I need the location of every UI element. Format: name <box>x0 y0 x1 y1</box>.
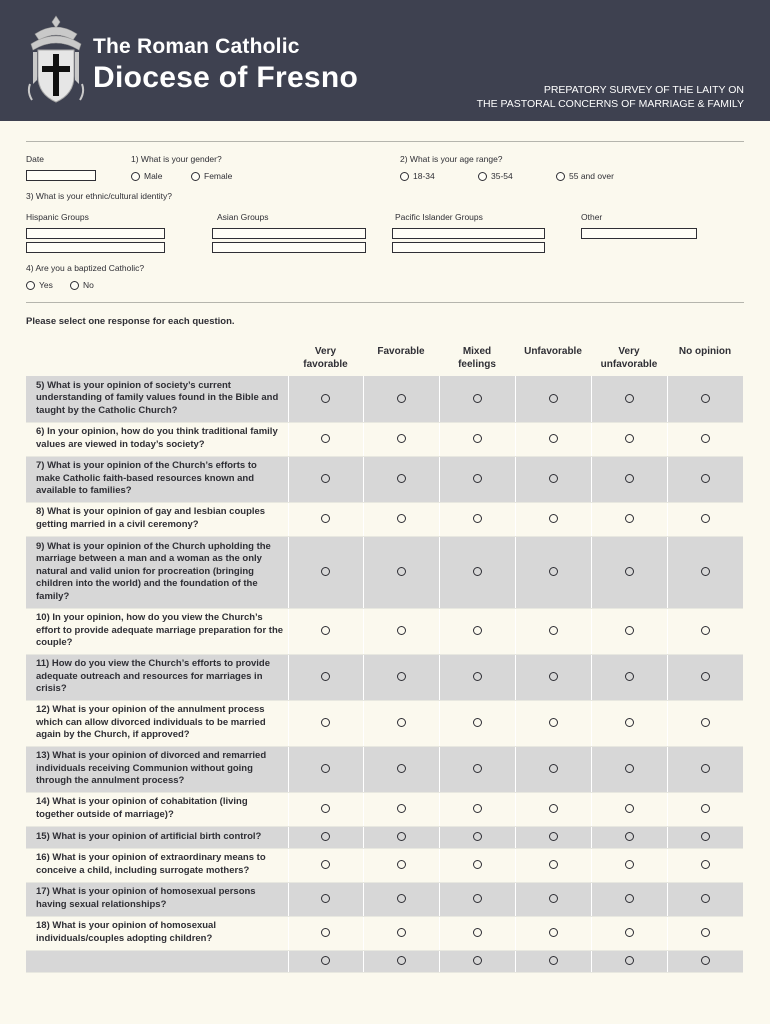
table-row <box>26 654 743 700</box>
response-radio[interactable] <box>397 434 406 443</box>
response-radio[interactable] <box>549 672 558 681</box>
response-cell <box>667 502 743 536</box>
response-radio[interactable] <box>549 804 558 813</box>
gender-male-radio[interactable] <box>131 172 140 181</box>
response-radio[interactable] <box>321 434 330 443</box>
age-question: 2) What is your age range? <box>400 154 503 164</box>
question-text: 6) In your opinion, how do you think traditional family values are viewed in today’s society? <box>26 422 288 456</box>
response-cell <box>515 608 591 654</box>
response-cell <box>515 700 591 746</box>
response-radio[interactable] <box>473 514 482 523</box>
response-cell <box>667 456 743 502</box>
response-radio[interactable] <box>473 804 482 813</box>
response-radio[interactable] <box>473 832 482 841</box>
response-radio[interactable] <box>397 804 406 813</box>
col-label: Very <box>618 346 640 357</box>
response-radio[interactable] <box>321 567 330 576</box>
response-cell <box>667 826 743 848</box>
response-cell <box>363 422 439 456</box>
response-cell <box>439 456 515 502</box>
gender-question: 1) What is your gender? <box>131 154 222 164</box>
response-radio[interactable] <box>701 894 710 903</box>
col-header-no-opinion <box>667 341 743 376</box>
response-cell <box>515 826 591 848</box>
opinion-survey-table <box>26 341 743 973</box>
response-radio[interactable] <box>701 626 710 635</box>
response-cell <box>439 792 515 826</box>
asian-groups-label: Asian Groups <box>217 212 269 222</box>
response-cell <box>515 882 591 916</box>
response-cell <box>363 608 439 654</box>
table-row <box>26 792 743 826</box>
response-cell <box>363 376 439 422</box>
response-cell <box>288 376 363 422</box>
question-text: 7) What is your opinion of the Church’s efforts to make Catholic faith-based resources known and available to families? <box>26 456 288 502</box>
table-row <box>26 746 743 792</box>
response-radio[interactable] <box>625 764 634 773</box>
response-cell <box>515 536 591 608</box>
response-radio[interactable] <box>397 567 406 576</box>
response-radio[interactable] <box>473 894 482 903</box>
asian-groups-input-2[interactable] <box>212 242 366 253</box>
response-cell <box>515 950 591 972</box>
response-radio[interactable] <box>549 956 558 965</box>
response-radio[interactable] <box>625 928 634 937</box>
response-radio[interactable] <box>701 764 710 773</box>
question-text: 9) What is your opinion of the Church upholding the marriage between a man and a woman as the only natural and valid union for procreation (bringing children into the world) and the foundation of the family? <box>26 536 288 608</box>
gender-male-label: Male <box>144 171 163 181</box>
response-radio[interactable] <box>549 894 558 903</box>
response-cell <box>363 746 439 792</box>
response-radio[interactable] <box>321 718 330 727</box>
response-cell <box>439 608 515 654</box>
response-radio[interactable] <box>397 718 406 727</box>
response-cell <box>288 608 363 654</box>
response-cell <box>591 422 667 456</box>
response-cell <box>439 700 515 746</box>
response-radio[interactable] <box>701 928 710 937</box>
response-radio[interactable] <box>701 394 710 403</box>
response-radio[interactable] <box>701 567 710 576</box>
col-header-favorable <box>363 341 439 376</box>
response-cell <box>667 608 743 654</box>
response-radio[interactable] <box>625 718 634 727</box>
response-cell <box>591 882 667 916</box>
gender-female-radio[interactable] <box>191 172 200 181</box>
question-text: 12) What is your opinion of the annulment process which can allow divorced individuals to be married again by the Church, if approved? <box>26 700 288 746</box>
survey-subtitle <box>477 84 744 111</box>
response-cell <box>439 848 515 882</box>
gender-female-label: Female <box>204 171 233 181</box>
response-cell <box>363 950 439 972</box>
response-cell <box>667 746 743 792</box>
survey-instruction: Please select one response for each question. <box>26 316 235 327</box>
response-cell <box>288 792 363 826</box>
response-radio[interactable] <box>473 718 482 727</box>
response-cell <box>363 700 439 746</box>
response-cell <box>667 536 743 608</box>
other-group-label: Other <box>581 212 603 222</box>
response-radio[interactable] <box>321 672 330 681</box>
response-radio[interactable] <box>625 474 634 483</box>
response-cell <box>667 792 743 826</box>
response-cell <box>288 536 363 608</box>
response-cell <box>515 376 591 422</box>
response-radio[interactable] <box>549 514 558 523</box>
response-cell <box>591 376 667 422</box>
response-cell <box>667 950 743 972</box>
col-label: Favorable <box>377 346 425 357</box>
response-cell <box>288 502 363 536</box>
col-label: Very <box>314 346 337 357</box>
response-cell <box>439 376 515 422</box>
response-radio[interactable] <box>549 860 558 869</box>
baptized-no-radio[interactable] <box>70 281 79 290</box>
response-cell <box>591 654 667 700</box>
age-55-over-label: 55 and over <box>569 171 614 181</box>
response-radio[interactable] <box>549 567 558 576</box>
response-cell <box>363 456 439 502</box>
response-cell <box>363 792 439 826</box>
response-radio[interactable] <box>397 514 406 523</box>
response-radio[interactable] <box>625 860 634 869</box>
response-radio[interactable] <box>473 860 482 869</box>
col-header-unfavorable <box>515 341 591 376</box>
response-radio[interactable] <box>701 956 710 965</box>
response-radio[interactable] <box>473 956 482 965</box>
baptized-yes-label: Yes <box>39 280 53 290</box>
divider-middle <box>26 302 744 303</box>
response-radio[interactable] <box>473 434 482 443</box>
response-cell <box>515 654 591 700</box>
response-radio[interactable] <box>625 832 634 841</box>
response-radio[interactable] <box>397 832 406 841</box>
response-radio[interactable] <box>397 672 406 681</box>
response-radio[interactable] <box>625 956 634 965</box>
response-radio[interactable] <box>625 434 634 443</box>
table-row <box>26 826 743 848</box>
hispanic-groups-input-2[interactable] <box>26 242 165 253</box>
response-cell <box>439 422 515 456</box>
response-cell <box>288 826 363 848</box>
other-group-input[interactable] <box>581 228 697 239</box>
response-radio[interactable] <box>397 474 406 483</box>
response-cell <box>288 848 363 882</box>
response-cell <box>667 882 743 916</box>
table-row <box>26 608 743 654</box>
question-column-header <box>26 341 288 376</box>
baptized-question: 4) Are you a baptized Catholic? <box>26 263 145 273</box>
response-radio[interactable] <box>625 514 634 523</box>
response-cell <box>439 826 515 848</box>
asian-groups-input-1[interactable] <box>212 228 366 239</box>
response-cell <box>667 916 743 950</box>
col-label: favorable <box>303 359 348 370</box>
age-18-34-label: 18-34 <box>413 171 435 181</box>
response-cell <box>591 746 667 792</box>
response-radio[interactable] <box>397 626 406 635</box>
response-cell <box>515 422 591 456</box>
response-cell <box>667 422 743 456</box>
response-cell <box>363 826 439 848</box>
response-radio[interactable] <box>321 394 330 403</box>
response-cell <box>667 376 743 422</box>
response-radio[interactable] <box>321 764 330 773</box>
question-text: 17) What is your opinion of homosexual persons having sexual relationships? <box>26 882 288 916</box>
age-18-34-radio[interactable] <box>400 172 409 181</box>
response-cell <box>288 422 363 456</box>
ethnic-question: 3) What is your ethnic/cultural identity? <box>26 191 172 201</box>
question-text <box>26 950 288 972</box>
response-radio[interactable] <box>549 434 558 443</box>
response-cell <box>439 746 515 792</box>
response-radio[interactable] <box>321 514 330 523</box>
pacific-islander-groups-label: Pacific Islander Groups <box>395 212 483 222</box>
response-radio[interactable] <box>321 804 330 813</box>
response-cell <box>363 882 439 916</box>
diocese-title-line2: Diocese of Fresno <box>93 61 359 94</box>
response-radio[interactable] <box>625 567 634 576</box>
table-row <box>26 882 743 916</box>
question-text: 18) What is your opinion of homosexual individuals/couples adopting children? <box>26 916 288 950</box>
response-radio[interactable] <box>701 832 710 841</box>
response-cell <box>439 882 515 916</box>
response-radio[interactable] <box>701 804 710 813</box>
response-cell <box>363 848 439 882</box>
response-radio[interactable] <box>549 832 558 841</box>
table-row <box>26 848 743 882</box>
question-text: 10) In your opinion, how do you view the Church’s effort to provide adequate marriage preparation for the couple? <box>26 608 288 654</box>
response-radio[interactable] <box>625 804 634 813</box>
response-radio[interactable] <box>397 928 406 937</box>
response-cell <box>363 502 439 536</box>
response-cell <box>288 746 363 792</box>
response-radio[interactable] <box>473 626 482 635</box>
response-cell <box>515 502 591 536</box>
response-cell <box>591 502 667 536</box>
survey-questions-body <box>26 376 743 972</box>
col-header-very-favorable <box>288 341 363 376</box>
response-cell <box>591 456 667 502</box>
response-cell <box>288 654 363 700</box>
table-row <box>26 950 743 972</box>
question-text: 16) What is your opinion of extraordinary means to conceive a child, including surrogate mothers? <box>26 848 288 882</box>
response-cell <box>667 654 743 700</box>
baptized-yes-radio[interactable] <box>26 281 35 290</box>
response-radio[interactable] <box>321 894 330 903</box>
response-cell <box>288 916 363 950</box>
col-label: feelings <box>458 359 496 370</box>
question-text: 5) What is your opinion of society’s current understanding of family values found in the Bible and taught by the Catholic Church? <box>26 376 288 422</box>
response-radio[interactable] <box>625 626 634 635</box>
subtitle-line1: PREPATORY SURVEY OF THE LAITY ON <box>543 84 744 96</box>
response-radio[interactable] <box>549 928 558 937</box>
col-label: No opinion <box>678 346 732 357</box>
col-header-mixed-feelings <box>439 341 515 376</box>
response-radio[interactable] <box>321 474 330 483</box>
response-radio[interactable] <box>321 860 330 869</box>
response-radio[interactable] <box>321 626 330 635</box>
hispanic-groups-label: Hispanic Groups <box>26 212 89 222</box>
response-radio[interactable] <box>549 474 558 483</box>
response-cell <box>591 916 667 950</box>
response-radio[interactable] <box>549 394 558 403</box>
response-radio[interactable] <box>473 764 482 773</box>
response-radio[interactable] <box>473 394 482 403</box>
response-cell <box>591 848 667 882</box>
baptized-no-label: No <box>83 280 94 290</box>
response-radio[interactable] <box>701 718 710 727</box>
response-cell <box>515 916 591 950</box>
response-cell <box>515 848 591 882</box>
table-row <box>26 456 743 502</box>
table-row <box>26 536 743 608</box>
response-radio[interactable] <box>549 626 558 635</box>
response-cell <box>591 536 667 608</box>
response-radio[interactable] <box>473 474 482 483</box>
date-input[interactable] <box>26 170 96 181</box>
response-cell <box>288 882 363 916</box>
response-radio[interactable] <box>321 928 330 937</box>
table-row <box>26 376 743 422</box>
response-radio[interactable] <box>397 394 406 403</box>
response-cell <box>591 950 667 972</box>
response-radio[interactable] <box>701 514 710 523</box>
response-cell <box>439 950 515 972</box>
response-cell <box>363 536 439 608</box>
pacific-islander-input-1[interactable] <box>392 228 545 239</box>
response-cell <box>363 654 439 700</box>
col-label: unfavorable <box>600 359 658 370</box>
response-cell <box>439 654 515 700</box>
response-radio[interactable] <box>625 894 634 903</box>
response-radio[interactable] <box>321 832 330 841</box>
response-radio[interactable] <box>397 894 406 903</box>
response-radio[interactable] <box>321 956 330 965</box>
response-cell <box>363 916 439 950</box>
date-label: Date <box>26 154 44 164</box>
response-cell <box>515 746 591 792</box>
response-cell <box>515 456 591 502</box>
response-radio[interactable] <box>625 394 634 403</box>
response-cell <box>439 502 515 536</box>
table-row <box>26 700 743 746</box>
col-header-very-unfavorable <box>591 341 667 376</box>
question-text: 11) How do you view the Church’s efforts to provide adequate outreach and resources for marriages in crisis? <box>26 654 288 700</box>
col-label: Unfavorable <box>524 346 582 357</box>
question-text: 15) What is your opinion of artificial birth control? <box>26 826 288 848</box>
response-radio[interactable] <box>549 764 558 773</box>
header-banner <box>0 0 770 121</box>
hispanic-groups-input-1[interactable] <box>26 228 165 239</box>
age-35-54-label: 35-54 <box>491 171 513 181</box>
table-row <box>26 502 743 536</box>
response-radio[interactable] <box>397 764 406 773</box>
response-cell <box>591 700 667 746</box>
age-55-over-radio[interactable] <box>556 172 565 181</box>
response-cell <box>591 792 667 826</box>
response-cell <box>288 456 363 502</box>
table-row <box>26 916 743 950</box>
col-label: Mixed <box>462 346 492 357</box>
age-35-54-radio[interactable] <box>478 172 487 181</box>
response-cell <box>439 536 515 608</box>
response-radio[interactable] <box>397 860 406 869</box>
response-radio[interactable] <box>397 956 406 965</box>
response-cell <box>515 792 591 826</box>
divider-top <box>26 141 744 142</box>
response-cell <box>288 700 363 746</box>
response-radio[interactable] <box>701 672 710 681</box>
response-radio[interactable] <box>625 672 634 681</box>
response-cell <box>591 608 667 654</box>
response-cell <box>667 848 743 882</box>
response-cell <box>591 826 667 848</box>
pacific-islander-input-2[interactable] <box>392 242 545 253</box>
subtitle-line2: THE PASTORAL CONCERNS OF MARRIAGE & FAMILY <box>476 97 744 110</box>
diocese-title-line1: The Roman Catholic <box>93 35 300 58</box>
survey-header-row <box>26 341 743 376</box>
question-text: 8) What is your opinion of gay and lesbian couples getting married in a civil ceremony? <box>26 502 288 536</box>
response-cell <box>667 700 743 746</box>
response-radio[interactable] <box>549 718 558 727</box>
response-radio[interactable] <box>701 474 710 483</box>
response-radio[interactable] <box>473 928 482 937</box>
question-text: 13) What is your opinion of divorced and remarried individuals receiving Communion without going through the annulment process? <box>26 746 288 792</box>
diocese-crest-icon <box>27 14 85 110</box>
response-radio[interactable] <box>473 672 482 681</box>
response-radio[interactable] <box>473 567 482 576</box>
table-row <box>26 422 743 456</box>
response-radio[interactable] <box>701 434 710 443</box>
response-radio[interactable] <box>701 860 710 869</box>
response-cell <box>288 950 363 972</box>
question-text: 14) What is your opinion of cohabitation (living together outside of marriage)? <box>26 792 288 826</box>
response-cell <box>439 916 515 950</box>
